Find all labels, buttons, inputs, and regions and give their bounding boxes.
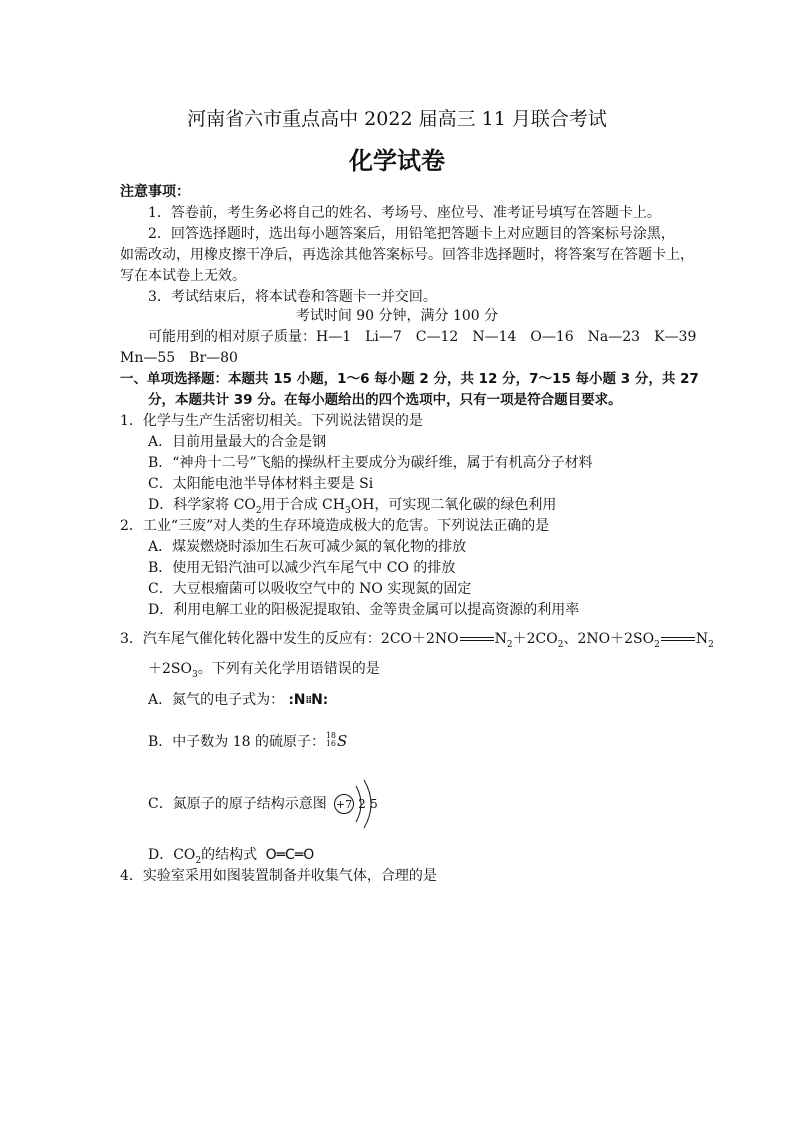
question-3-stem-line-2 <box>148 659 380 679</box>
q3-stem-end: N <box>695 631 709 647</box>
q3-stem-co2: ＋2CO <box>512 631 558 647</box>
lone-pair-left: : <box>288 693 294 708</box>
n-atom-2: N <box>311 692 323 708</box>
exam-title: 河南省六市重点高中 2022 届高三 11 月联合考试 <box>187 108 607 130</box>
question-1-option-d <box>148 495 556 515</box>
question-1-option-c: C．太阳能电池半导体材料主要是 Si <box>148 476 374 492</box>
q3-sub-end: 2 <box>708 639 714 650</box>
q3-a-text: A．氮气的电子式为： <box>148 692 285 708</box>
q3-d-post: 的结构式 <box>201 847 258 863</box>
mass-number: 18 <box>325 731 337 740</box>
equals-sign-2 <box>661 634 695 644</box>
q3-sub-so2: 2 <box>654 639 660 650</box>
nucleus-charge: +7 <box>335 798 353 811</box>
shared-pairs: ⁞⁞ <box>305 695 312 706</box>
q3-sub-n2: 2 <box>506 639 513 650</box>
question-2-option-c: C．大豆根瘤菌可以吸收空气中的 NO 实现氮的固定 <box>148 581 472 597</box>
question-3-option-c <box>148 794 327 814</box>
exam-time-score: 考试时间 90 分钟，满分 100 分 <box>295 308 499 324</box>
question-1-option-b: B．“神舟十二号”飞船的操纵杆主要成分为碳纤维，属于有机高分子材料 <box>148 455 593 471</box>
q3-c-text: C．氮原子的原子结构示意图 <box>148 796 327 812</box>
question-1-stem: 1．化学与生产生活密切相关。下列说法错误的是 <box>120 413 423 429</box>
question-3-option-b <box>148 731 347 752</box>
sulfur-symbol: S <box>337 732 348 750</box>
notice-item-2-line-2: 如需改动，用橡皮擦干净后，再选涂其他答案标号。回答非选择题时，将答案写在答题卡上， <box>120 247 694 263</box>
q3-stem-n2: N <box>494 631 507 647</box>
question-3-option-d <box>148 845 314 865</box>
notice-item-1: 1．答卷前，考生务必将自己的姓名、考场号、座位号、准考证号填写在答题卡上。 <box>148 205 661 221</box>
q3-line2-sub: 3 <box>191 669 198 680</box>
lone-pair-right: : <box>322 693 329 708</box>
notice-item-2-line-3: 写在本试卷上无效。 <box>120 268 246 284</box>
q3-sub-co2: 2 <box>557 639 564 650</box>
shell-2-electrons: 5 <box>370 797 378 811</box>
question-1-option-a: A．目前用量最大的合金是钢 <box>148 434 327 450</box>
n-atom-1: N <box>293 692 306 708</box>
co2-structural-formula: O═C═O <box>265 847 315 863</box>
q1-d-sub: 2 <box>255 505 262 516</box>
q3-line2-post: 。下列有关化学用语错误的是 <box>197 661 380 677</box>
q1-d-post: OH，可实现二氧化碳的绿色利用 <box>350 497 557 513</box>
isotope-numbers <box>325 731 337 751</box>
notice-item-2-line-1: 2．回答选择题时，选出每小题答案后，用铅笔把答题卡上对应题目的答案标号涂黑， <box>148 226 675 242</box>
q3-line2-pre: ＋2SO <box>148 661 192 677</box>
equals-sign-1 <box>460 634 494 644</box>
question-2-option-a: A．煤炭燃烧时添加生石灰可减少氮的氧化物的排放 <box>148 539 467 555</box>
section-1-heading-line-1: 一、单项选择题：本题共 15 小题，1～6 每小题 2 分，共 12 分，7～15 每小题 3 分，共 27 <box>120 371 699 387</box>
question-2-option-d: D．利用电解工业的阳极泥提取铂、金等贵金属可以提高资源的利用率 <box>148 602 580 618</box>
atomic-mass-line-2: Mn—55 Br—80 <box>120 350 238 366</box>
question-2-option-b: B．使用无铅汽油可以减少汽车尾气中 CO 的排放 <box>148 560 456 576</box>
q3-stem-pre: 3．汽车尾气催化转化器中发生的反应有：2CO＋2NO <box>120 631 459 647</box>
q3-b-text: B．中子数为 18 的硫原子： <box>148 734 326 750</box>
atomic-mass-line-1: 可能用到的相对原子质量：H—1 Li—7 C—12 N—14 O—16 Na—23 K—39 <box>148 329 697 345</box>
question-4-stem: 4．实验室采用如图装置制备并收集气体，合理的是 <box>120 868 437 884</box>
notice-heading: 注意事项： <box>120 184 190 200</box>
nitrogen-atom-structure-diagram <box>330 777 380 833</box>
notice-item-3: 3．考试结束后，将本试卷和答题卡一并交回。 <box>148 289 437 305</box>
shell-1-electrons: 2 <box>358 797 366 811</box>
q3-d-sub: 2 <box>195 855 202 866</box>
q3-stem-so2: 、2NO＋2SO <box>563 631 655 647</box>
question-3-stem-line-1 <box>120 629 714 649</box>
atomic-number: 16 <box>325 739 337 748</box>
nitrogen-electron-formula <box>289 690 328 712</box>
q1-d-mid: 用于合成 CH <box>261 497 345 513</box>
q3-d-pre: D．CO <box>148 847 196 863</box>
question-2-stem: 2．工业“三废”对人类的生存环境造成极大的危害。下列说法正确的是 <box>120 518 550 534</box>
section-1-heading-line-2: 分，本题共计 39 分。在每小题给出的四个选项中，只有一项是符合题目要求。 <box>148 392 622 408</box>
subject-title: 化学试卷 <box>349 147 445 175</box>
q1-d-sub2: 3 <box>344 505 351 516</box>
q1-d-pre: D．科学家将 CO <box>148 497 256 513</box>
question-3-option-a <box>148 690 328 712</box>
